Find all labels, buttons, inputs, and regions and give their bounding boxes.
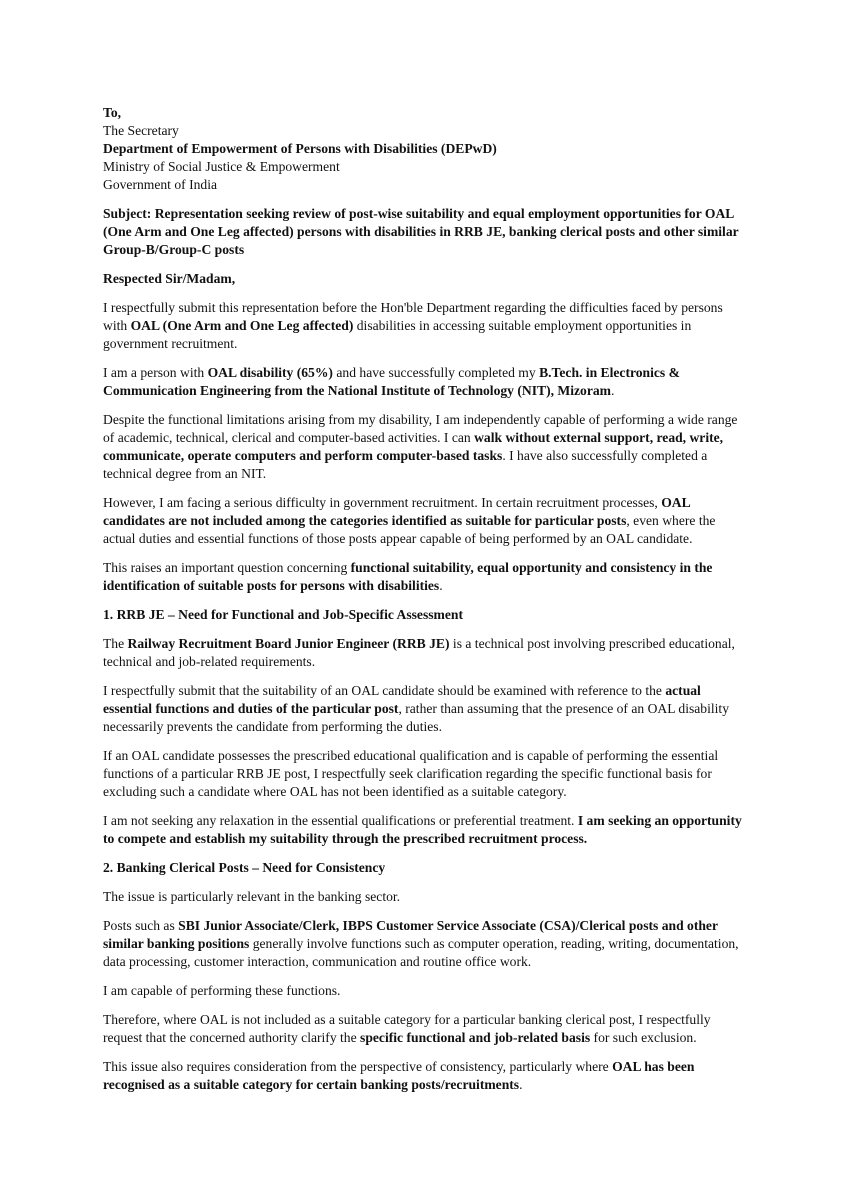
address-recipient: The Secretary	[103, 123, 179, 138]
address-to: To,	[103, 105, 122, 120]
section-heading-rrb-je: 1. RRB JE – Need for Functional and Job-Specific Assessment	[103, 607, 463, 622]
paragraph-banking-request: Therefore, where OAL is not included as a suitable category for a particular banking clerical post, I respectfully request that the concerned authority clarify the specific functional and job-related basis for such exclusion.	[103, 1012, 711, 1045]
paragraph-consistency: This issue also requires consideration from the perspective of consistency, particularly where OAL has been recognised as a suitable category for certain banking posts/recruitments.	[103, 1059, 695, 1092]
paragraph-intro: I respectfully submit this representation before the Hon'ble Department regarding the difficulties faced by persons with OAL (One Arm and One Leg affected) disabilities in accessing suitable employment opportunities in government recruitment.	[103, 300, 723, 351]
address-block	[103, 104, 749, 194]
paragraph-background: I am a person with OAL disability (65%) and have successfully completed my B.Tech. in Electronics & Communication Engineering from the National Institute of Technology (NIT), Mizoram.	[103, 365, 680, 398]
paragraph-rrb-je-suitability: I respectfully submit that the suitability of an OAL candidate should be examined with reference to the actual essential functions and duties of the particular post, rather than assuming that the presence of an OAL disability necessarily prevents the candidate from performing the duties.	[103, 683, 730, 734]
paragraph-banking-posts: Posts such as SBI Junior Associate/Clerk, IBPS Customer Service Associate (CSA)/Clerical posts and other similar banking positions generally involve functions such as computer operation, reading, writing, documentation, data processing, customer interaction, communication and routine office work.	[103, 918, 739, 969]
paragraph-capabilities: Despite the functional limitations arising from my disability, I am independently capable of performing a wide range of academic, technical, clerical and computer-based activities. I can walk without external support, read, write, communicate, operate computers and perform computer-based tasks. I have also successfully completed a technical degree from an NIT.	[103, 412, 738, 481]
subject-line: Subject: Representation seeking review of post-wise suitability and equal employment opportunities for OAL (One Arm and One Leg affected) persons with disabilities in RRB JE, banking clerical posts and other similar Group-B/Group-C posts	[103, 206, 739, 257]
address-department: Department of Empowerment of Persons with Disabilities (DEPwD)	[103, 141, 497, 156]
paragraph-banking-relevance: The issue is particularly relevant in the banking sector.	[103, 889, 401, 904]
paragraph-no-relaxation: I am not seeking any relaxation in the essential qualifications or preferential treatment. I am seeking an opportunity to compete and establish my suitability through the prescribed recruitment process.	[103, 813, 742, 846]
section-heading-banking: 2. Banking Clerical Posts – Need for Consistency	[103, 860, 386, 875]
address-government: Government of India	[103, 177, 218, 192]
address-ministry: Ministry of Social Justice & Empowerment	[103, 159, 340, 174]
paragraph-capable: I am capable of performing these functions.	[103, 983, 341, 998]
salutation: Respected Sir/Madam,	[103, 271, 236, 286]
paragraph-question: This raises an important question concerning functional suitability, equal opportunity and consistency in the identification of suitable posts for persons with disabilities.	[103, 560, 713, 593]
paragraph-difficulty: However, I am facing a serious difficulty in government recruitment. In certain recruitment processes, OAL candidates are not included among the categories identified as suitable for particular posts, even where the actual duties and essential functions of those posts appear capable of being performed by an OAL candidate.	[103, 495, 716, 546]
paragraph-rrb-je-clarification: If an OAL candidate possesses the prescribed educational qualification and is capable of performing the essential functions of a particular RRB JE post, I respectfully seek clarification regarding the specific functional basis for excluding such a candidate where OAL has not been identified as a suitable category.	[103, 748, 719, 799]
paragraph-rrb-je-post: The Railway Recruitment Board Junior Engineer (RRB JE) is a technical post involving prescribed educational, technical and job-related requirements.	[103, 636, 735, 669]
